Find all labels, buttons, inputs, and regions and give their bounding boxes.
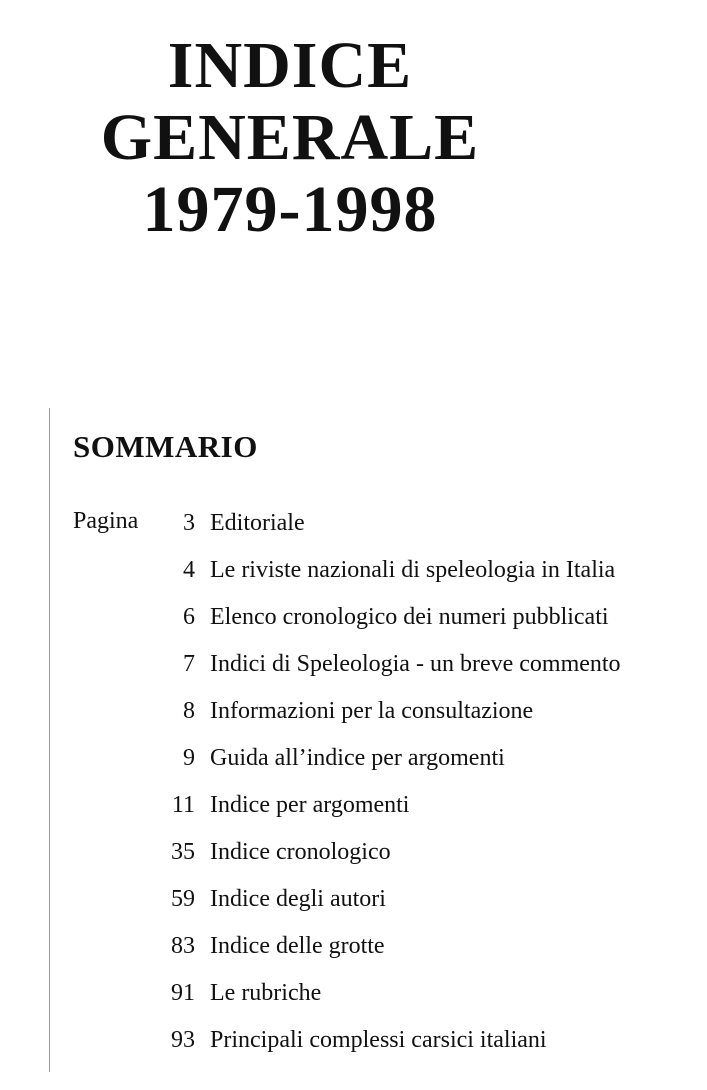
toc-entry xyxy=(150,837,621,884)
toc-page-number: 11 xyxy=(171,792,195,818)
toc-entry-title: Editoriale xyxy=(210,510,305,536)
toc-page-number: 83 xyxy=(171,933,195,959)
toc-page-number: 91 xyxy=(171,980,195,1006)
toc-entry-title: Elenco cronologico dei numeri pubblicati xyxy=(210,604,609,630)
toc-entry xyxy=(150,743,621,790)
toc-entry xyxy=(150,1025,621,1072)
toc-page-number: 6 xyxy=(183,604,195,630)
toc-entry xyxy=(150,978,621,1025)
toc-entry xyxy=(150,555,621,602)
toc-page-number: 9 xyxy=(183,745,195,771)
page-label: Pagina xyxy=(73,508,139,534)
toc-entry xyxy=(150,508,621,555)
toc-page-number: 35 xyxy=(171,839,195,865)
table-of-contents xyxy=(150,508,621,1072)
vertical-rule xyxy=(49,408,50,1072)
toc-entry-title: Indice per argomenti xyxy=(210,792,410,818)
toc-entry-title: Indice degli autori xyxy=(210,886,386,912)
toc-entry-title: Le riviste nazionali di speleologia in Italia xyxy=(210,557,616,583)
toc-entry xyxy=(150,884,621,931)
toc-page-number: 8 xyxy=(183,698,195,724)
toc-entry-title: Informazioni per la consultazione xyxy=(210,698,534,724)
toc-entry xyxy=(150,696,621,743)
summary-heading: SOMMARIO xyxy=(73,429,258,464)
toc-page-number: 93 xyxy=(171,1027,195,1053)
toc-entry xyxy=(150,602,621,649)
toc-entry-title: Indice delle grotte xyxy=(210,933,385,959)
title-line-2: GENERALE xyxy=(100,101,480,174)
document-title xyxy=(0,30,580,246)
title-line-3: 1979-1998 xyxy=(142,173,438,246)
toc-page-number: 4 xyxy=(183,557,195,583)
toc-page-number: 3 xyxy=(183,510,195,536)
title-line-1: INDICE xyxy=(167,29,413,102)
toc-entry xyxy=(150,649,621,696)
toc-entry xyxy=(150,931,621,978)
toc-entry xyxy=(150,790,621,837)
toc-entry-title: Le rubriche xyxy=(210,980,322,1006)
toc-entry-title: Indici di Speleologia - un breve commento xyxy=(210,651,621,677)
toc-entry-title: Indice cronologico xyxy=(210,839,391,865)
toc-entry-title: Guida all’indice per argomenti xyxy=(210,745,505,771)
toc-page-number: 7 xyxy=(183,651,195,677)
toc-page-number: 59 xyxy=(171,886,195,912)
toc-entry-title: Principali complessi carsici italiani xyxy=(210,1027,547,1053)
